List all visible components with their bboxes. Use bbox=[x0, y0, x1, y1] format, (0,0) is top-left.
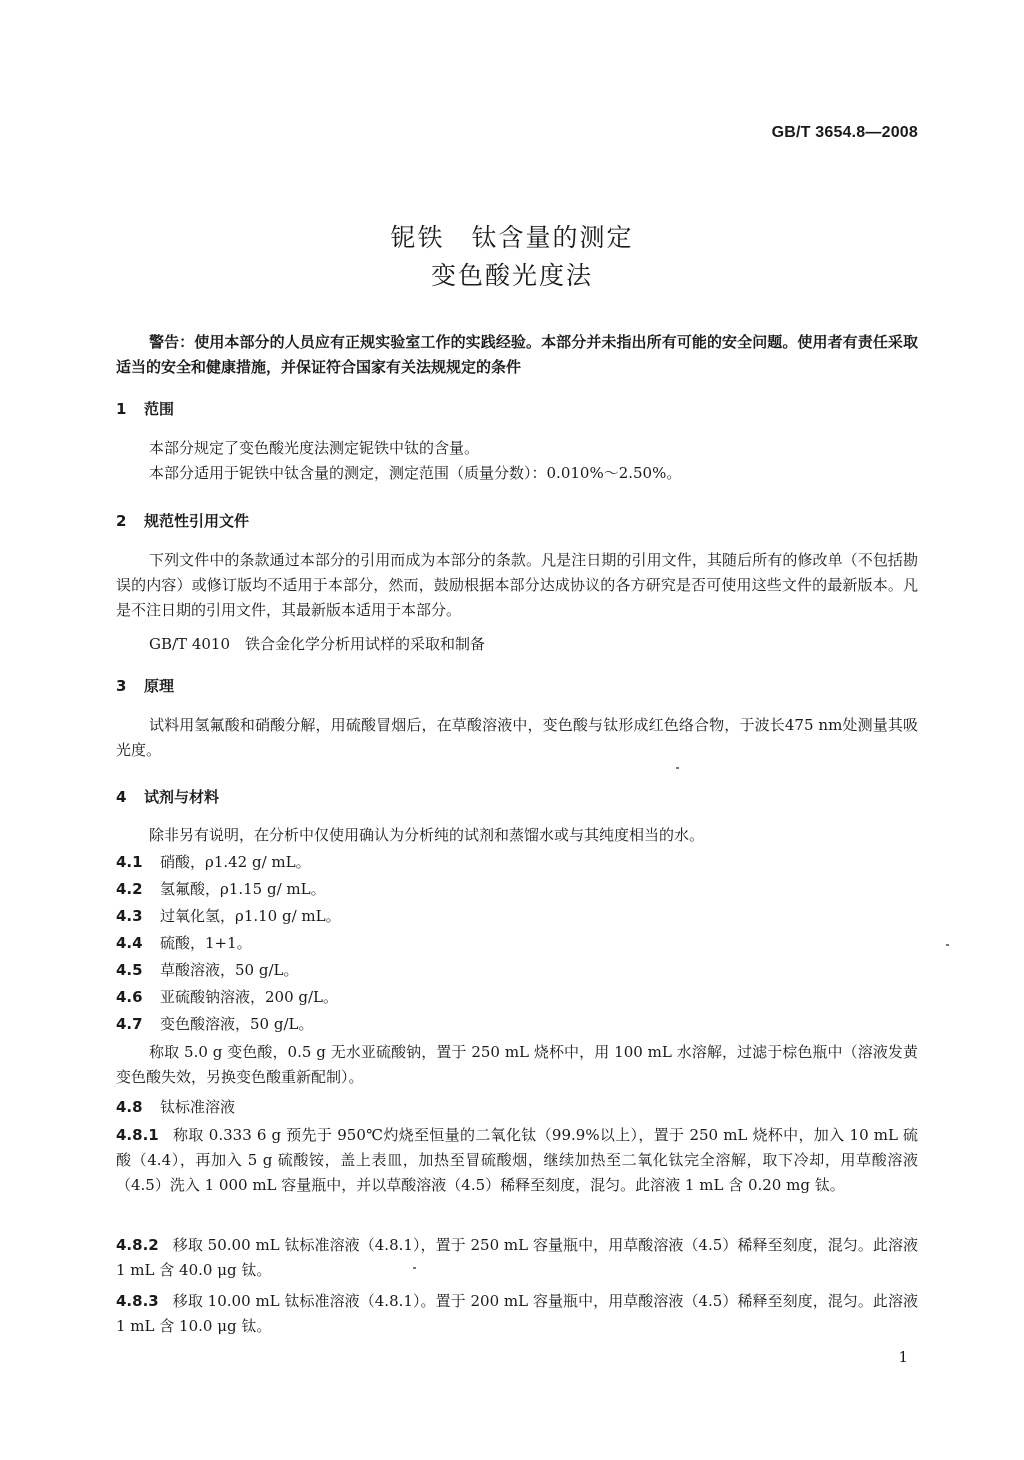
reagent-item bbox=[116, 1095, 918, 1120]
section-heading-normative bbox=[116, 510, 249, 531]
reagent-item bbox=[116, 958, 918, 983]
item-text: 硫酸，1+1。 bbox=[160, 934, 252, 952]
item-number: 4.6 bbox=[116, 988, 143, 1006]
subitem-number: 4.8.2 bbox=[116, 1236, 159, 1254]
item-number: 4.8 bbox=[116, 1098, 143, 1116]
item-number: 4.1 bbox=[116, 853, 143, 871]
item-number: 4.7 bbox=[116, 1015, 143, 1033]
reagent-subitem bbox=[116, 1233, 918, 1283]
item-number: 4.5 bbox=[116, 961, 143, 979]
item-number: 4.2 bbox=[116, 880, 143, 898]
subitem-number: 4.8.3 bbox=[116, 1292, 159, 1310]
item-text: 草酸溶液，50 g/L。 bbox=[160, 961, 299, 979]
section-number: 3 bbox=[116, 677, 127, 695]
item-number: 4.3 bbox=[116, 907, 143, 925]
document-subtitle: 变色酸光度法 bbox=[430, 261, 593, 290]
item-text: 亚硫酸钠溶液，200 g/L。 bbox=[160, 988, 339, 1006]
reagent-note: 称取 5.0 g 变色酸，0.5 g 无水亚硫酸钠，置于 250 mL 烧杯中，用 100 mL 水溶解，过滤于棕色瓶中（溶液发黄变色酸失效，另换变色酸重新配制）。 bbox=[116, 1043, 918, 1086]
item-text: 钛标准溶液 bbox=[160, 1098, 236, 1116]
section-heading-principle bbox=[116, 675, 174, 696]
principle-paragraph: 试料用氢氟酸和硝酸分解，用硫酸冒烟后，在草酸溶液中，变色酸与钛形成红色络合物，于波长475 nm处测量其吸光度。 bbox=[116, 716, 918, 759]
reagent-item bbox=[116, 877, 918, 902]
item-text: 变色酸溶液，50 g/L。 bbox=[160, 1015, 314, 1033]
item-text: 过氧化氢，ρ1.10 g/ mL。 bbox=[160, 907, 341, 925]
reagent-subitem bbox=[116, 1289, 918, 1339]
subitem-text: 称取 0.333 6 g 预先于 950℃灼烧至恒量的二氧化钛（99.9%以上），置于 250 mL 烧杯中，加入 10 mL 硫酸（4.4），再加入 5 g 硫酸铵，盖上表皿，加热至冒硫酸烟，继续加热至二氧化钛完全溶解，取下冷却，用草酸溶液（4.5）洗入 1 000 mL 容量瓶中，并以草酸溶液（4.5）稀释至刻度，混匀。此溶液 1 mL 含 0.20 mg 钛。 bbox=[116, 1126, 918, 1194]
subitem-text: 移取 10.00 mL 钛标准溶液（4.8.1）。置于 200 mL 容量瓶中，用草酸溶液（4.5）稀释至刻度，混匀。此溶液 1 mL 含 10.0 μg 钛。 bbox=[116, 1292, 918, 1335]
subitem-text: 移取 50.00 mL 钛标准溶液（4.8.1），置于 250 mL 容量瓶中，用草酸溶液（4.5）稀释至刻度，混匀。此溶液 1 mL 含 40.0 μg 钛。 bbox=[116, 1236, 918, 1279]
scan-speck bbox=[676, 767, 679, 769]
section-heading-scope bbox=[116, 398, 174, 419]
section-title: 规范性引用文件 bbox=[144, 512, 250, 530]
page-number: 1 bbox=[898, 1348, 908, 1366]
scope-paragraph-2: 本部分适用于铌铁中钛含量的测定，测定范围（质量分数）：0.010%～2.50%。 bbox=[149, 464, 682, 482]
section-number: 4 bbox=[116, 788, 127, 806]
section-title: 范围 bbox=[144, 400, 175, 418]
reagent-item bbox=[116, 1012, 918, 1037]
section-title: 试剂与材料 bbox=[144, 788, 220, 806]
reagent-subitem bbox=[116, 1123, 918, 1198]
scan-speck bbox=[946, 944, 949, 946]
scope-paragraph-1: 本部分规定了变色酸光度法测定铌铁中钛的含量。 bbox=[149, 439, 480, 457]
subitem-number: 4.8.1 bbox=[116, 1126, 159, 1144]
item-text: 氢氟酸，ρ1.15 g/ mL。 bbox=[160, 880, 326, 898]
reagent-item bbox=[116, 904, 918, 929]
section-number: 1 bbox=[116, 400, 127, 418]
section-title: 原理 bbox=[144, 677, 175, 695]
normative-reference: GB/T 4010 铁合金化学分析用试样的采取和制备 bbox=[149, 635, 486, 653]
normative-paragraph: 下列文件中的条款通过本部分的引用而成为本部分的条款。凡是注日期的引用文件，其随后所有的修改单（不包括勘误的内容）或修订版均不适用于本部分，然而，鼓励根据本部分达成协议的各方研究是否可使用这些文件的最新版本。凡是不注日期的引用文件，其最新版本适用于本部分。 bbox=[116, 551, 918, 619]
section-number: 2 bbox=[116, 512, 127, 530]
safety-warning: 警告：使用本部分的人员应有正规实验室工作的实践经验。本部分并未指出所有可能的安全问题。使用者有责任采取适当的安全和健康措施，并保证符合国家有关法规规定的条件 bbox=[116, 333, 918, 376]
document-title: 铌铁 钛含量的测定 bbox=[390, 223, 634, 252]
item-number: 4.4 bbox=[116, 934, 143, 952]
reagents-intro: 除非另有说明，在分析中仅使用确认为分析纯的试剂和蒸馏水或与其纯度相当的水。 bbox=[149, 826, 705, 844]
standard-code: GB/T 3654.8—2008 bbox=[771, 124, 918, 141]
scan-speck bbox=[413, 1267, 416, 1269]
section-heading-reagents bbox=[116, 786, 219, 807]
reagent-item bbox=[116, 931, 918, 956]
reagent-item bbox=[116, 985, 918, 1010]
item-text: 硝酸，ρ1.42 g/ mL。 bbox=[160, 853, 311, 871]
reagent-item bbox=[116, 850, 918, 875]
